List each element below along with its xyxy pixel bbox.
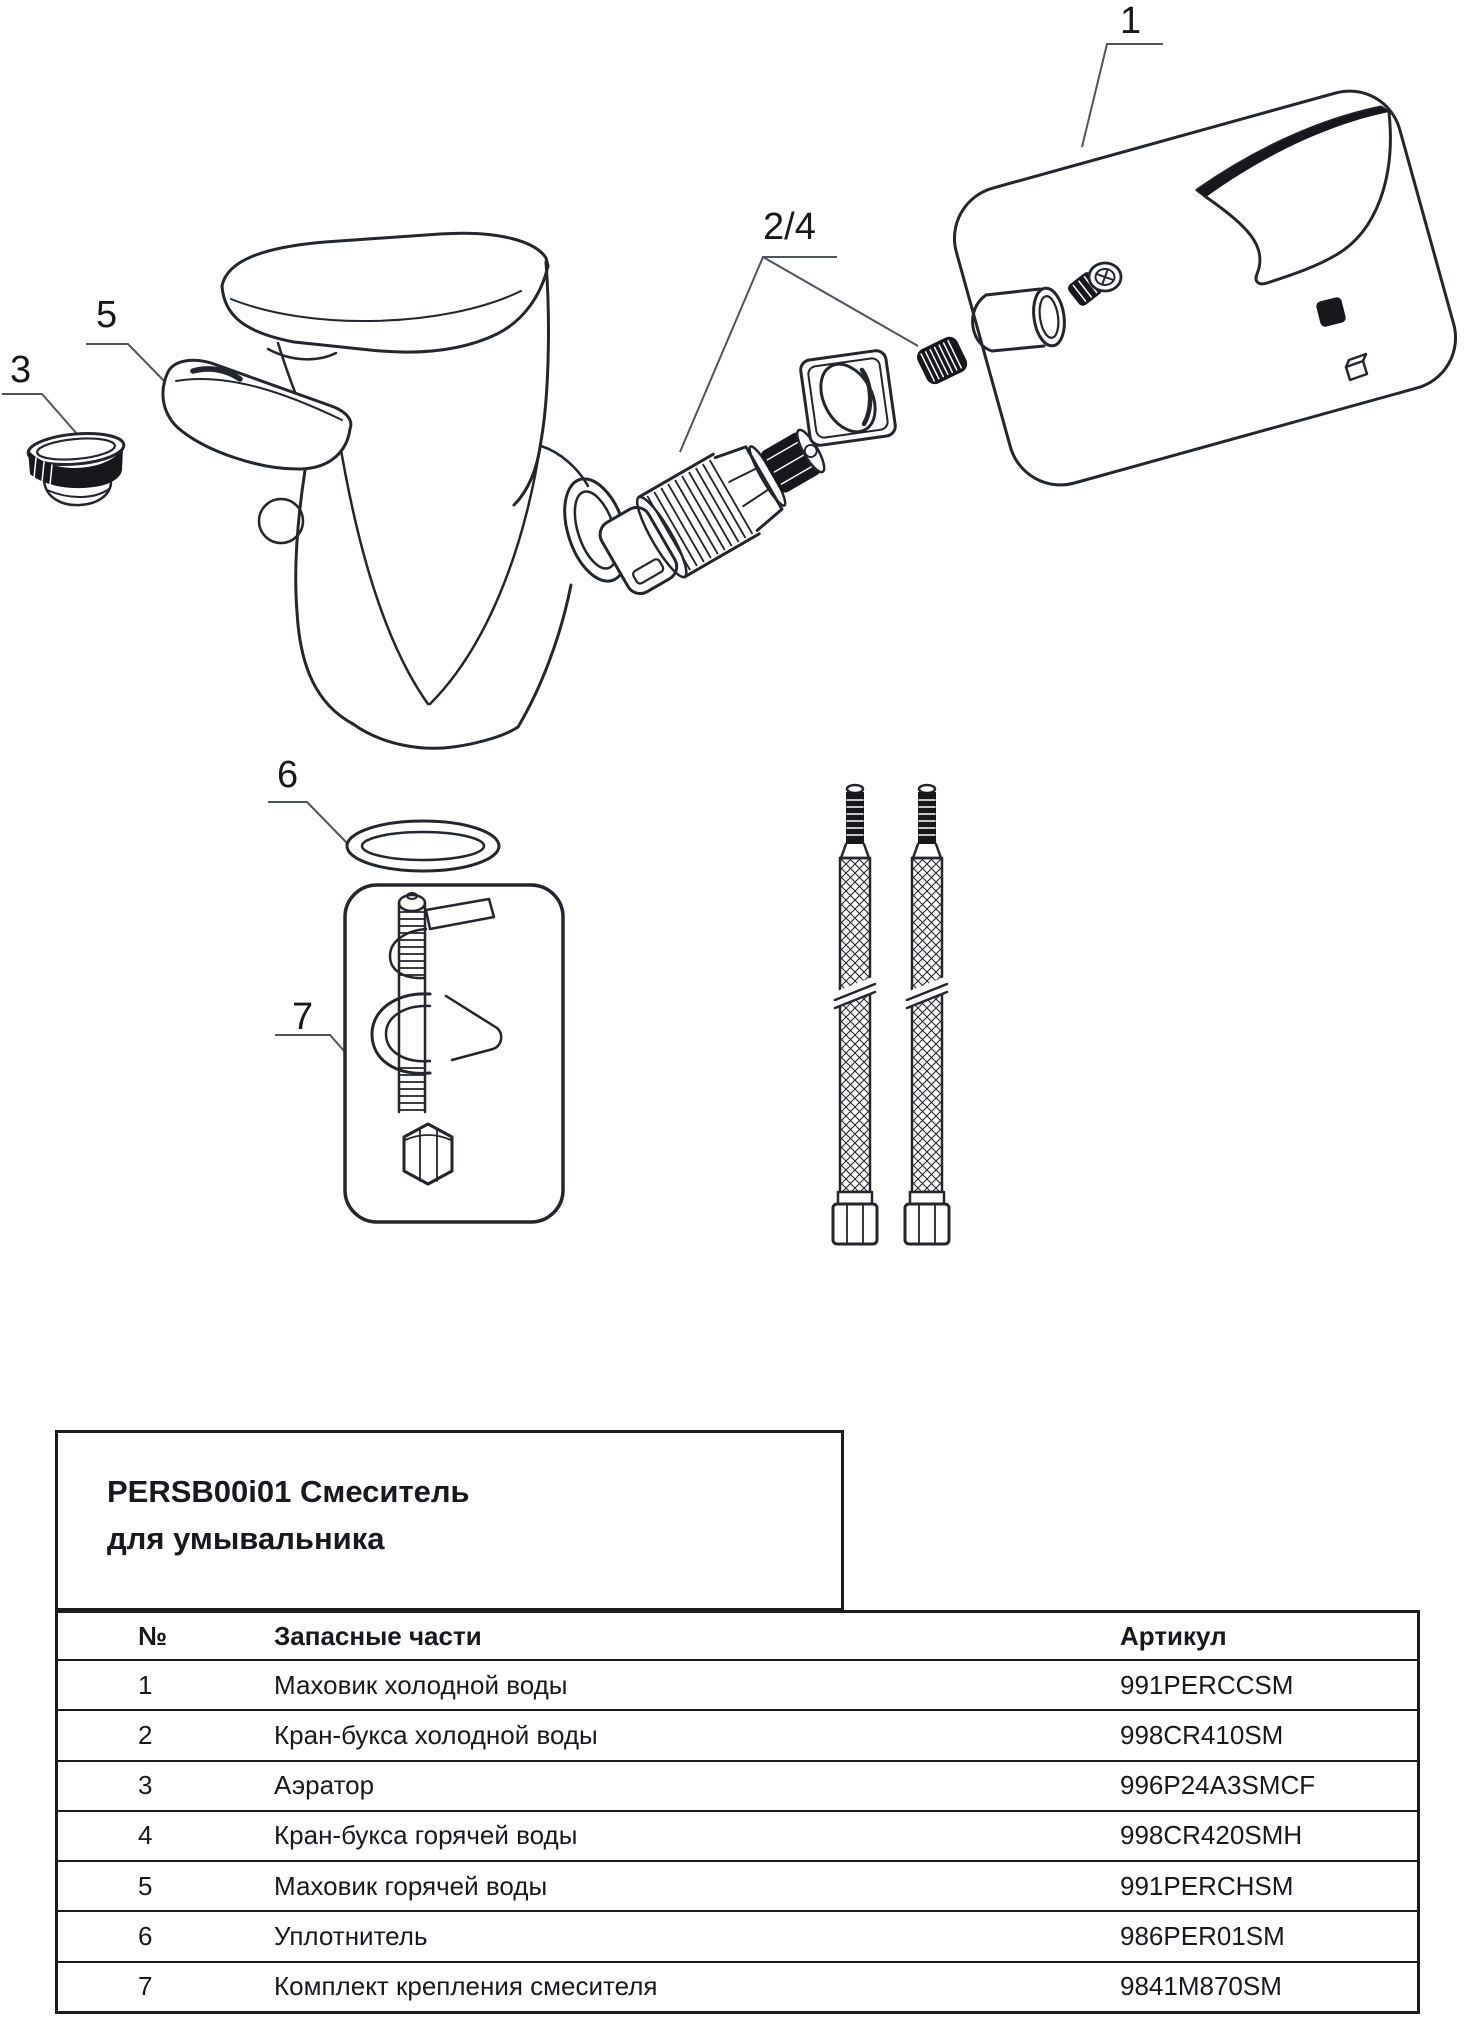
callout-7: 7: [292, 996, 314, 1038]
row-article: 998CR420SMH: [1120, 1820, 1303, 1851]
row-article: 986PER01SM: [1120, 1921, 1285, 1952]
callout-6: 6: [277, 754, 299, 796]
row-article: 9841M870SM: [1120, 1971, 1282, 2002]
row-part: Маховик холодной воды: [274, 1669, 568, 1700]
table-row: [58, 1860, 1417, 1910]
table-row: [58, 1910, 1417, 1960]
row-num: 6: [138, 1921, 153, 1952]
table-row: [58, 1961, 1417, 2011]
table-header-row: [58, 1613, 1417, 1659]
row-num: 5: [138, 1870, 153, 1901]
callout-5: 5: [96, 294, 118, 336]
row-num: 1: [138, 1669, 153, 1700]
header-part: Запасные части: [274, 1620, 482, 1651]
row-part: Кран-букса холодной воды: [274, 1719, 598, 1750]
row-num: 2: [138, 1719, 153, 1750]
product-title-box: [55, 1430, 844, 1611]
row-part: Маховик горячей воды: [274, 1870, 548, 1901]
hose-right-drawing: [905, 785, 949, 1244]
escutcheon-drawing: [799, 349, 896, 446]
row-article: 996P24A3SMCF: [1120, 1770, 1316, 1801]
row-part: Уплотнитель: [274, 1921, 428, 1952]
row-part: Кран-букса горячей воды: [274, 1820, 578, 1851]
cartridge-drawing: [592, 408, 840, 604]
callout-2-4: 2/4: [763, 206, 816, 248]
table-row: [58, 1659, 1417, 1709]
o-ring-drawing: [347, 821, 499, 871]
mounting-kit-drawing: [345, 885, 563, 1222]
row-article: 998CR410SM: [1120, 1719, 1284, 1750]
table-row: [58, 1709, 1417, 1759]
hot-handle-drawing: [163, 360, 351, 469]
row-num: 3: [138, 1770, 153, 1801]
row-article: 991PERCHSM: [1120, 1870, 1294, 1901]
knurled-nut-drawing: [914, 334, 970, 387]
hose-left-drawing: [833, 785, 877, 1244]
spare-parts-table: [55, 1610, 1420, 2014]
row-num: 4: [138, 1820, 153, 1851]
header-num: №: [138, 1620, 167, 1651]
handle-panel-drawing: [942, 79, 1467, 497]
table-row: [58, 1760, 1417, 1810]
row-part: Аэратор: [274, 1770, 375, 1801]
product-title-line1: PERSB00i01 Смеситель: [107, 1474, 470, 1509]
row-num: 7: [138, 1971, 153, 2002]
product-title-line2: для умывальника: [107, 1520, 385, 1556]
aerator-drawing: [27, 430, 125, 505]
row-article: 991PERCCSM: [1120, 1669, 1294, 1700]
callout-3: 3: [10, 349, 32, 391]
callout-1: 1: [1120, 0, 1142, 42]
table-row: [58, 1810, 1417, 1860]
faucet-body-drawing: [222, 233, 639, 748]
row-part: Комплект крепления смесителя: [274, 1971, 658, 2002]
header-article: Артикул: [1120, 1620, 1227, 1651]
